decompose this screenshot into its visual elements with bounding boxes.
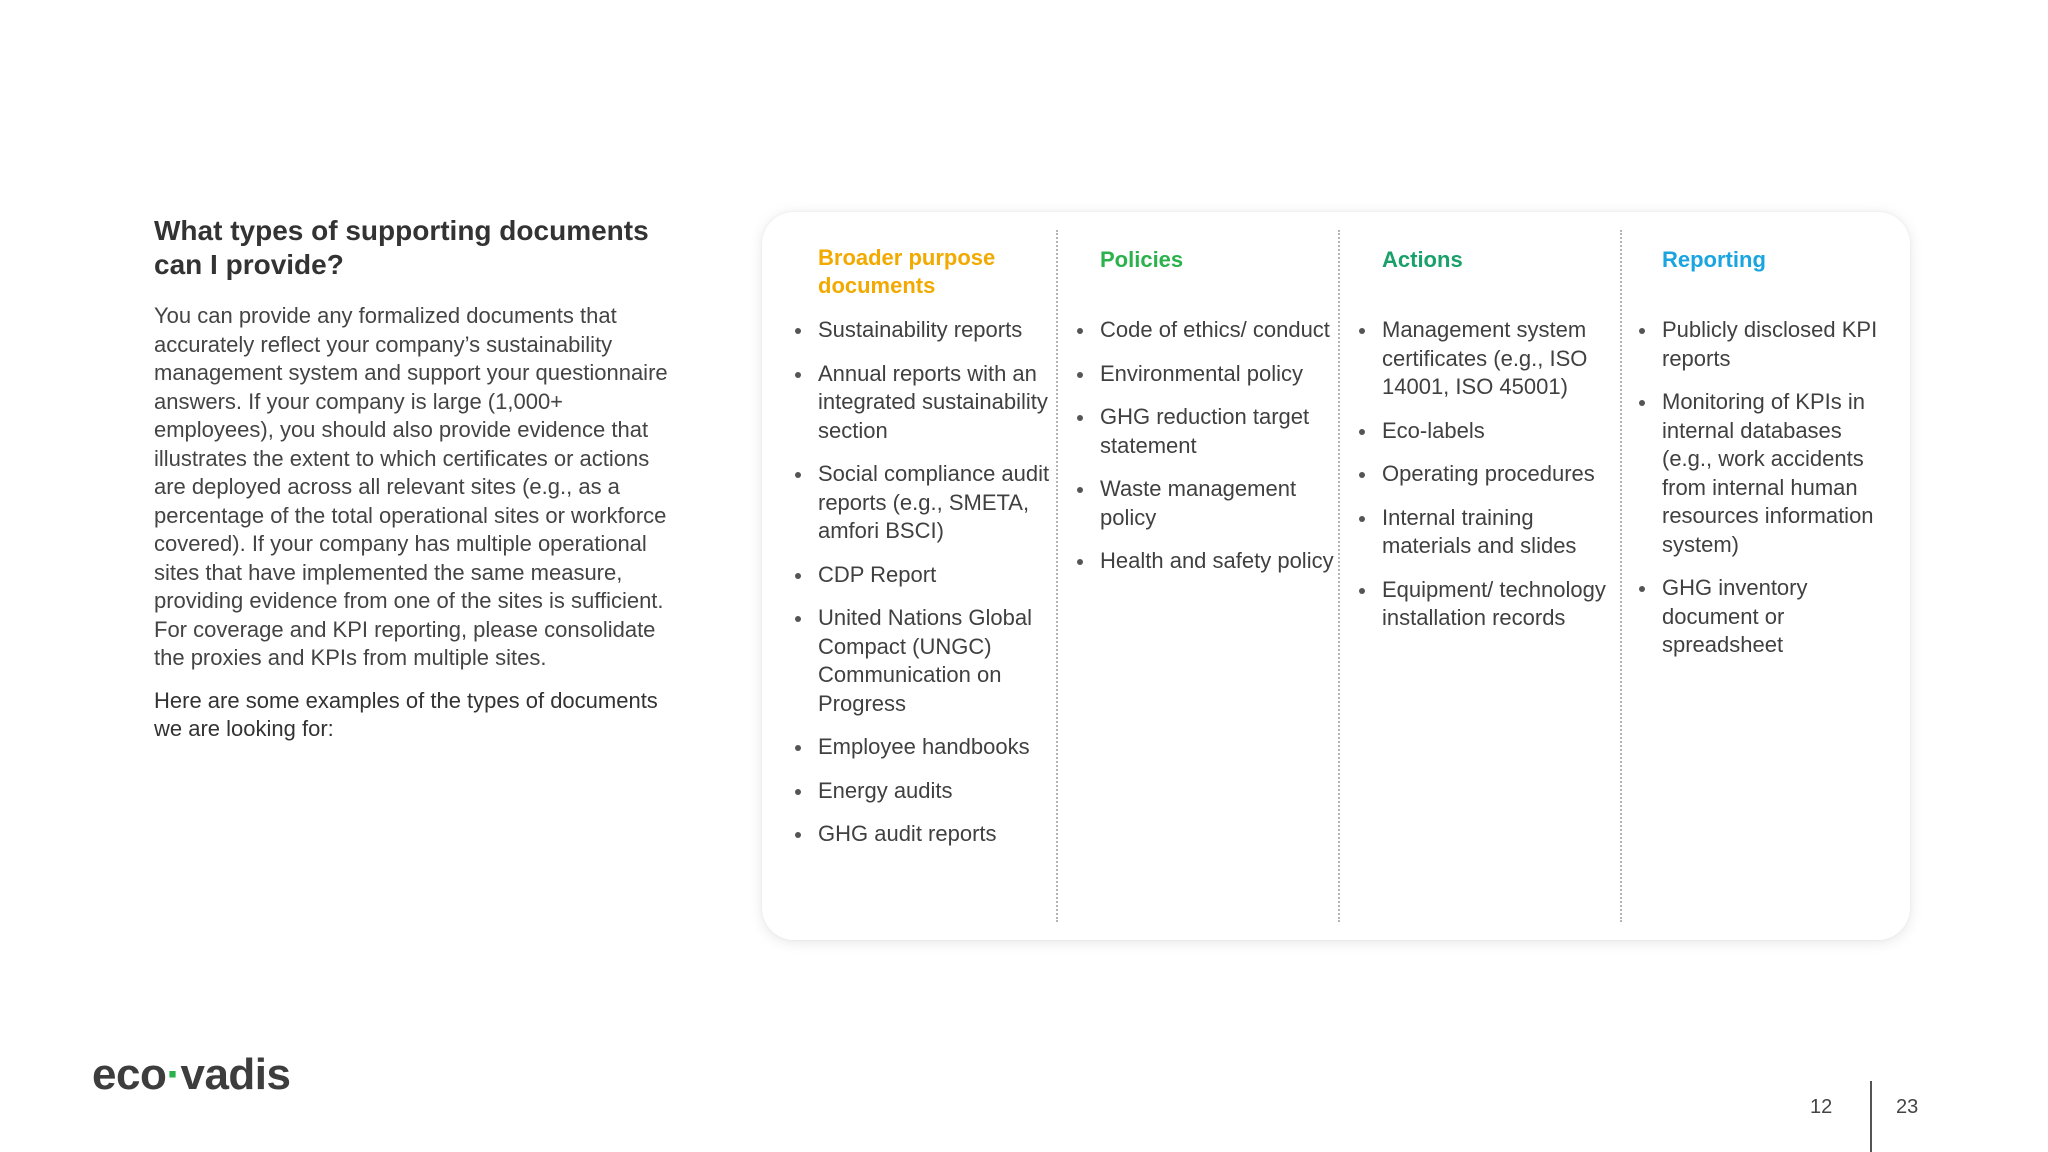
- list-item: Code of ethics/ conduct: [1072, 316, 1334, 345]
- list-item: CDP Report: [790, 561, 1052, 590]
- column-title: Reporting: [1662, 247, 1766, 272]
- list-item: Environmental policy: [1072, 360, 1334, 389]
- list-item: GHG inventory document or spreadsheet: [1634, 574, 1896, 660]
- list-item: Health and safety policy: [1072, 547, 1334, 576]
- current-page-number: 12: [1810, 1096, 1833, 1118]
- list-item: Annual reports with an integrated sustainability section: [790, 360, 1052, 446]
- total-pages-number: 23: [1896, 1096, 1919, 1118]
- list-item: Equipment/ technology installation records: [1354, 576, 1616, 633]
- list-item: Management system certificates (e.g., ISO 14001, ISO 45001): [1354, 316, 1616, 402]
- list-item: GHG reduction target statement: [1072, 403, 1334, 460]
- list-item: Internal training materials and slides: [1354, 504, 1616, 561]
- column-policies: [1072, 230, 1352, 922]
- column-list: [1072, 316, 1352, 576]
- logo-text-vadis: vadis: [180, 1050, 291, 1099]
- list-item: Energy audits: [790, 777, 1052, 806]
- logo-dot: ·: [166, 1050, 181, 1099]
- column-title: Actions: [1382, 247, 1463, 272]
- column-list: [790, 316, 1070, 849]
- list-item: Social compliance audit reports (e.g., SMETA, amfori BSCI): [790, 460, 1052, 546]
- column-broader-purpose: [790, 230, 1070, 922]
- logo-text-eco: eco: [92, 1050, 167, 1099]
- list-item: Sustainability reports: [790, 316, 1052, 345]
- list-item: Employee handbooks: [790, 733, 1052, 762]
- column-title: Broader purpose documents: [818, 245, 996, 298]
- column-title: Policies: [1100, 247, 1184, 272]
- column-actions: [1354, 230, 1634, 922]
- column-reporting: [1634, 230, 1914, 922]
- document-types-card: [762, 212, 1910, 940]
- list-item: GHG audit reports: [790, 820, 1052, 849]
- column-list: [1354, 316, 1634, 633]
- section-heading: What types of supporting documents can I provide?: [154, 215, 649, 280]
- intro-body-text: You can provide any formalized documents that accurately reflect your company’s sustainability management system and support your questionnaire answers. If your company is large (1,000+ employees), you should also provide evidence that illustrates the extent to which certificates or actions are deployed across all relevant sites (e.g., as a percentage of the total operational sites or workforce covered). If your company has multiple operational sites that have implemented the same measure, providing evidence from one of the sites is sufficient. For coverage and KPI reporting, please consolidate the proxies and KPIs from multiple sites.: [154, 303, 668, 670]
- column-list: [1634, 316, 1914, 660]
- page-separator: [1870, 1081, 1872, 1152]
- list-item: Monitoring of KPIs in internal databases (e.g., work accidents from internal human resources information system): [1634, 388, 1896, 559]
- intro-lead-text: Here are some examples of the types of documents we are looking for:: [154, 687, 658, 741]
- intro-section: [154, 214, 674, 744]
- list-item: Publicly disclosed KPI reports: [1634, 316, 1896, 373]
- list-item: United Nations Global Compact (UNGC) Communication on Progress: [790, 604, 1052, 718]
- list-item: Eco-labels: [1354, 417, 1616, 446]
- ecovadis-logo: [92, 1050, 291, 1100]
- list-item: Waste management policy: [1072, 475, 1334, 532]
- list-item: Operating procedures: [1354, 460, 1616, 489]
